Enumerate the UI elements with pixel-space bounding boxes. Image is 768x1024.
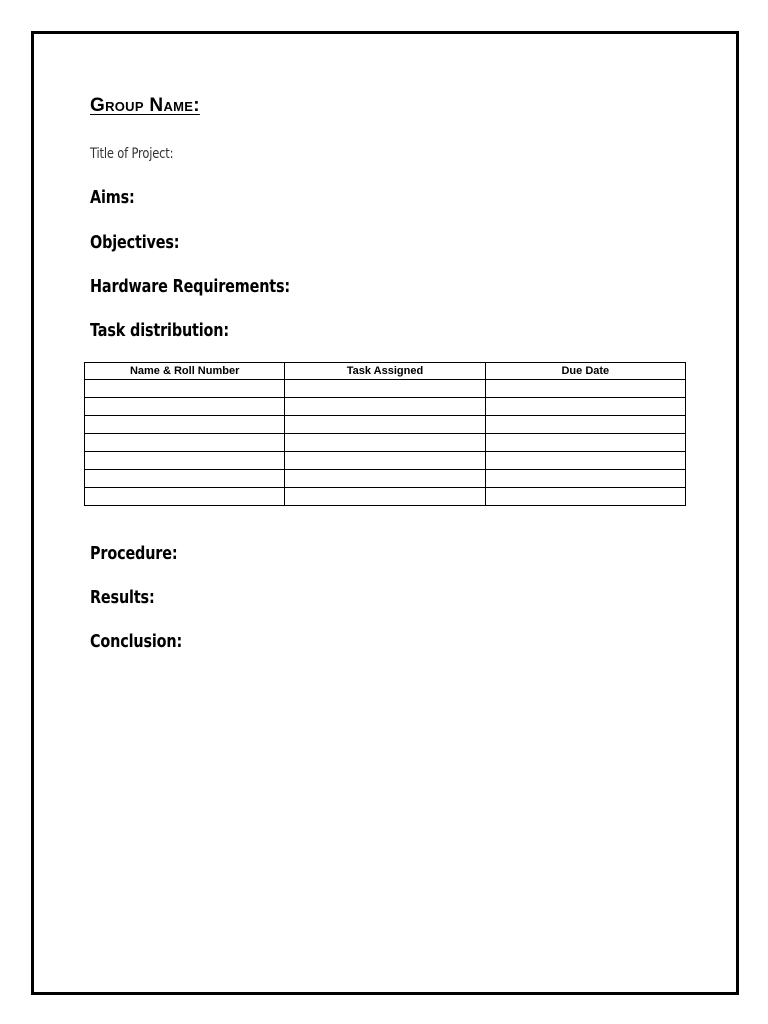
table-cell[interactable] [485, 452, 685, 470]
table-cell[interactable] [85, 488, 285, 506]
table-cell[interactable] [485, 416, 685, 434]
table-row [85, 470, 686, 488]
table-row [85, 452, 686, 470]
results-label: Results: [90, 587, 155, 608]
aims-label: Aims: [90, 187, 135, 208]
table-cell[interactable] [485, 488, 685, 506]
conclusion-label: Conclusion: [90, 631, 183, 652]
table-row [85, 488, 686, 506]
table-cell[interactable] [285, 488, 485, 506]
column-header-task-assigned: Task Assigned [285, 363, 485, 380]
table-cell[interactable] [285, 452, 485, 470]
table-row [85, 434, 686, 452]
table-cell[interactable] [485, 398, 685, 416]
group-name-heading: Group Name: [90, 95, 200, 116]
table-cell[interactable] [285, 398, 485, 416]
table-cell[interactable] [85, 452, 285, 470]
table-cell[interactable] [485, 470, 685, 488]
table-cell[interactable] [285, 416, 485, 434]
table-cell[interactable] [85, 416, 285, 434]
page-border [31, 31, 739, 995]
task-distribution-table [84, 362, 686, 506]
table-cell[interactable] [285, 470, 485, 488]
table-cell[interactable] [485, 434, 685, 452]
task-distribution-label: Task distribution: [90, 320, 229, 341]
column-header-due-date: Due Date [485, 363, 685, 380]
table-cell[interactable] [85, 398, 285, 416]
table-row [85, 398, 686, 416]
objectives-label: Objectives: [90, 232, 180, 253]
table-cell[interactable] [285, 380, 485, 398]
table-cell[interactable] [85, 434, 285, 452]
table-cell[interactable] [285, 434, 485, 452]
table-header-row [85, 363, 686, 380]
hardware-requirements-label: Hardware Requirements: [90, 276, 291, 297]
column-header-name-roll: Name & Roll Number [85, 363, 285, 380]
title-of-project-label: Title of Project: [90, 146, 174, 162]
procedure-label: Procedure: [90, 543, 178, 564]
table-cell[interactable] [85, 380, 285, 398]
table-row [85, 416, 686, 434]
table-cell[interactable] [85, 470, 285, 488]
table-cell[interactable] [485, 380, 685, 398]
table-row [85, 380, 686, 398]
